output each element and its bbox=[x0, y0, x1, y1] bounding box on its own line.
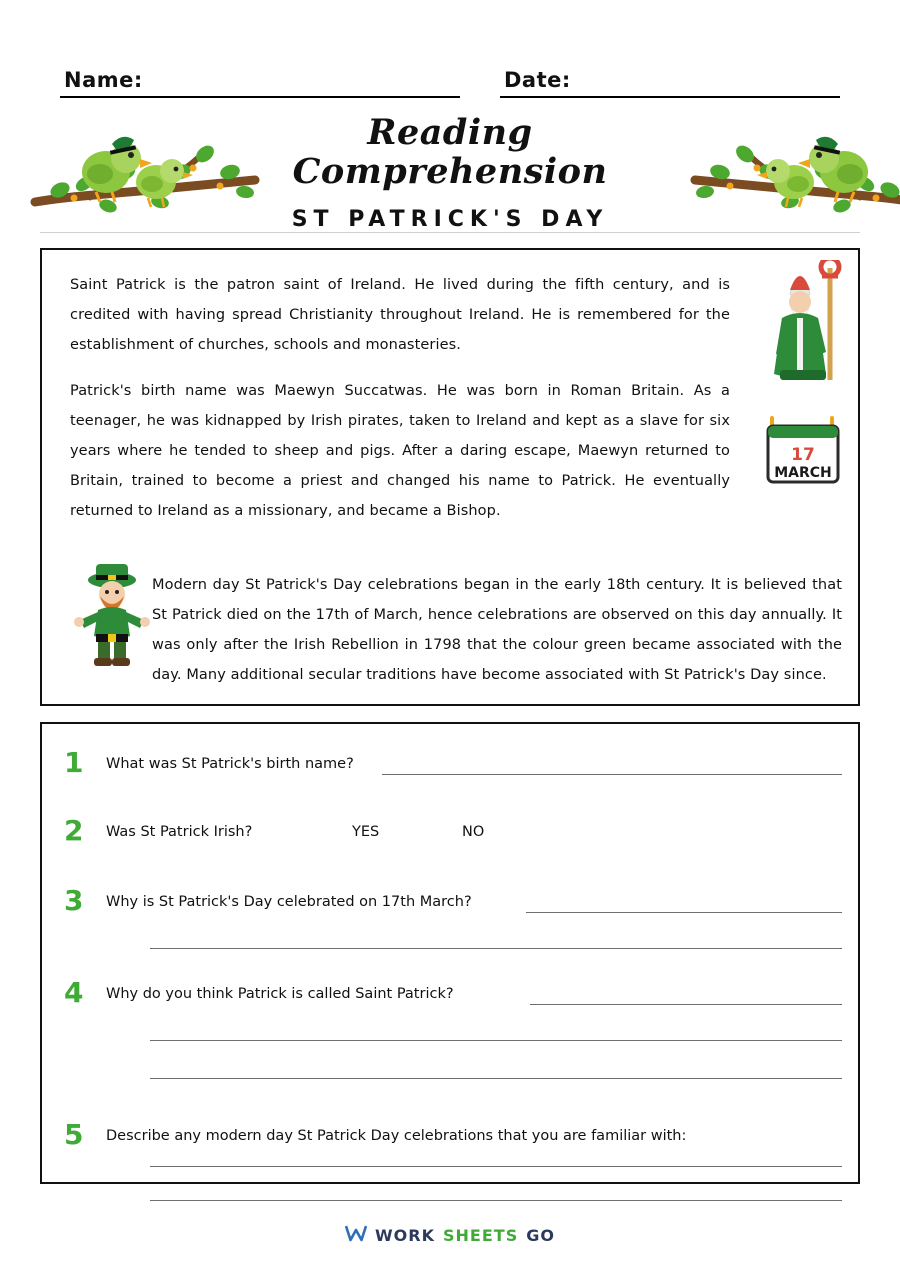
answer-line-4-3[interactable] bbox=[150, 1078, 842, 1079]
name-field[interactable] bbox=[60, 64, 460, 98]
answer-line-5-2[interactable] bbox=[150, 1200, 842, 1201]
question-text-4: Why do you think Patrick is called Saint Patrick? bbox=[106, 986, 454, 1002]
logo-text-go: GO bbox=[526, 1225, 555, 1245]
answer-option-yes[interactable]: YES bbox=[352, 824, 380, 840]
passage-paragraph-2: Patrick's birth name was Maewyn Succatwas. He was born in Roman Britain. As a teenager, he was kidnapped by Irish pirates, taken to Ireland and kept as a slave for six years where he tended to sheep and pigs. After a daring escape, Maewyn returned to Britain, trained to become a priest and changed his name to Patrick. He eventually returned to Ireland as a missionary, and became a Bishop. bbox=[70, 383, 730, 519]
question-text-5: Describe any modern day St Patrick Day celebrations that you are familiar with: bbox=[106, 1128, 687, 1144]
calendar-day-text: 17 bbox=[791, 445, 815, 465]
date-field[interactable] bbox=[500, 64, 840, 98]
question-text-2: Was St Patrick Irish? bbox=[106, 824, 253, 840]
question-text-3: Why is St Patrick's Day celebrated on 17th March? bbox=[106, 894, 472, 910]
question-number-5: 5 bbox=[64, 1118, 84, 1151]
page-title: Reading Comprehension bbox=[292, 112, 608, 192]
question-number-4: 4 bbox=[64, 976, 84, 1009]
question-number-3: 3 bbox=[64, 884, 84, 917]
leprechaun-icon bbox=[72, 560, 152, 674]
passage-paragraph-1: Saint Patrick is the patron saint of Ireland. He lived during the fifth century, and is credited with having spread Christianity throughout Ireland. He is remembered for the establishment of churches, schools and monasteries. bbox=[70, 277, 730, 353]
name-label: Name: bbox=[64, 68, 143, 92]
logo-text-works: WORK bbox=[375, 1225, 435, 1245]
answer-line-3-1[interactable] bbox=[526, 912, 842, 913]
header-divider bbox=[40, 232, 860, 233]
title-block bbox=[220, 114, 680, 232]
footer bbox=[0, 1224, 900, 1246]
name-date-row bbox=[60, 58, 840, 98]
answer-line-4-2[interactable] bbox=[150, 1040, 842, 1041]
answer-line-3-2[interactable] bbox=[150, 948, 842, 949]
answer-option-no[interactable]: NO bbox=[462, 824, 485, 840]
page-subtitle: ST PATRICK'S DAY bbox=[291, 207, 609, 232]
passage-paragraph-3: Modern day St Patrick's Day celebrations began in the early 18th century. It is believed that St Patrick died on the 17th of March, hence celebrations are observed on this day annually. It was only after the Irish Rebellion in 1798 that the colour green became associated with the day. Many additional secular traditions have become associated with St Patrick's Day since. bbox=[152, 577, 842, 683]
passage-box bbox=[40, 248, 860, 706]
question-number-1: 1 bbox=[64, 746, 84, 779]
calendar-icon bbox=[764, 408, 850, 494]
questions-box bbox=[40, 722, 860, 1184]
answer-line-5-1[interactable] bbox=[150, 1166, 842, 1167]
calendar-month-text: MARCH bbox=[774, 465, 832, 481]
question-text-1: What was St Patrick's birth name? bbox=[106, 756, 354, 772]
worksheetsgo-logo bbox=[345, 1224, 555, 1246]
saint-patrick-icon bbox=[760, 260, 850, 394]
logo-mark-icon bbox=[345, 1224, 367, 1246]
answer-line-4-1[interactable] bbox=[530, 1004, 842, 1005]
passage-text bbox=[70, 270, 730, 542]
branch-with-birds-right-icon bbox=[690, 110, 900, 234]
answer-line-1-1[interactable] bbox=[382, 774, 842, 775]
worksheet-header bbox=[0, 100, 900, 238]
question-number-2: 2 bbox=[64, 814, 84, 847]
date-label: Date: bbox=[504, 68, 571, 92]
logo-text-sheets: SHEETS bbox=[443, 1225, 519, 1245]
